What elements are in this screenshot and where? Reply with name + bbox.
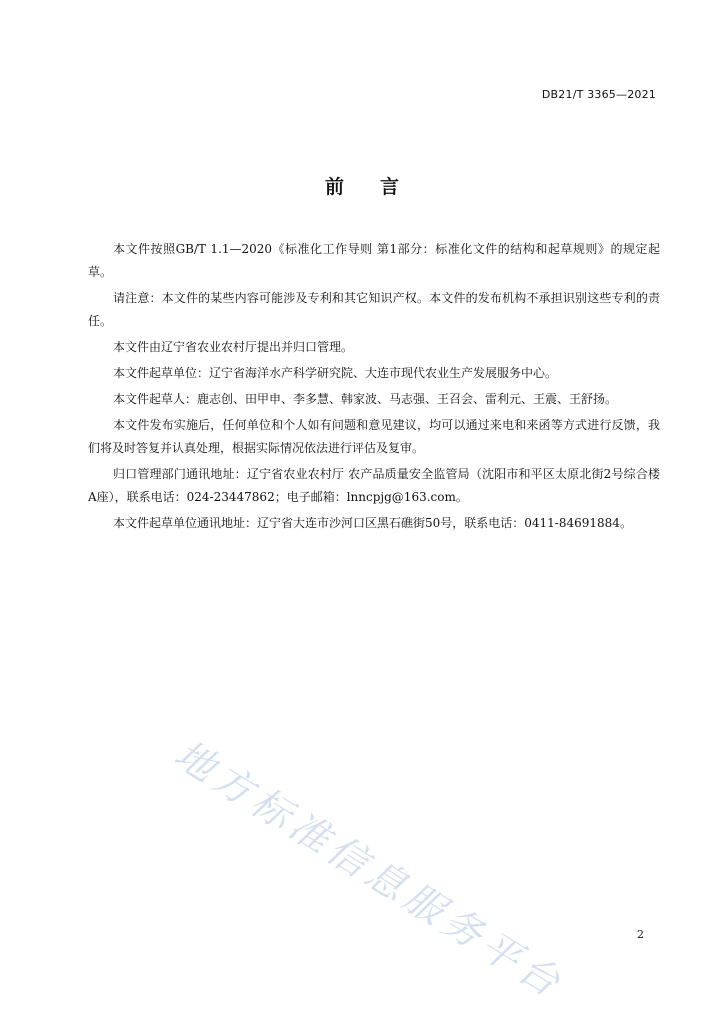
paragraph-drafter-address: 本文件起草单位通讯地址：辽宁省大连市沙河口区黑石礁街50号，联系电话：0411-84691884。 xyxy=(113,516,632,530)
standard-code: DB21/T 3365—2021 xyxy=(541,88,656,101)
foreword-body xyxy=(88,238,660,538)
paragraph-authority-address: 归口管理部门通讯地址：辽宁省农业农村厅 农产品质量安全监管局（沈阳市和平区太原北街2号综合楼A座），联系电话：024-23447862；电子邮箱：lnncpjg@163.com。 xyxy=(88,467,660,504)
page-title: 前言 xyxy=(324,176,435,198)
page-number: 2 xyxy=(637,928,644,941)
watermark: 地方标准信息服务平台 xyxy=(166,731,572,1009)
paragraph-patent-notice: 请注意：本文件的某些内容可能涉及专利和其它知识产权。本文件的发布机构不承担识别这些专利的责任。 xyxy=(88,291,660,328)
paragraph-drafting-rules: 本文件按照GB/T 1.1—2020《标准化工作导则 第1部分：标准化文件的结构和起草规则》的规定起草。 xyxy=(88,242,660,279)
paragraph-feedback: 本文件发布实施后，任何单位和个人如有问题和意见建议，均可以通过来电和来函等方式进行反馈，我们将及时答复并认真处理，根据实际情况依法进行评估及复审。 xyxy=(88,418,660,455)
paragraph-drafting-units: 本文件起草单位：辽宁省海洋水产科学研究院、大连市现代农业生产发展服务中心。 xyxy=(113,366,558,380)
paragraph-proposer: 本文件由辽宁省农业农村厅提出并归口管理。 xyxy=(113,340,354,354)
paragraph-drafters: 本文件起草人：鹿志创、田甲申、李多慧、韩家波、马志强、王召会、雷利元、王震、王舒扬。 xyxy=(113,392,618,406)
